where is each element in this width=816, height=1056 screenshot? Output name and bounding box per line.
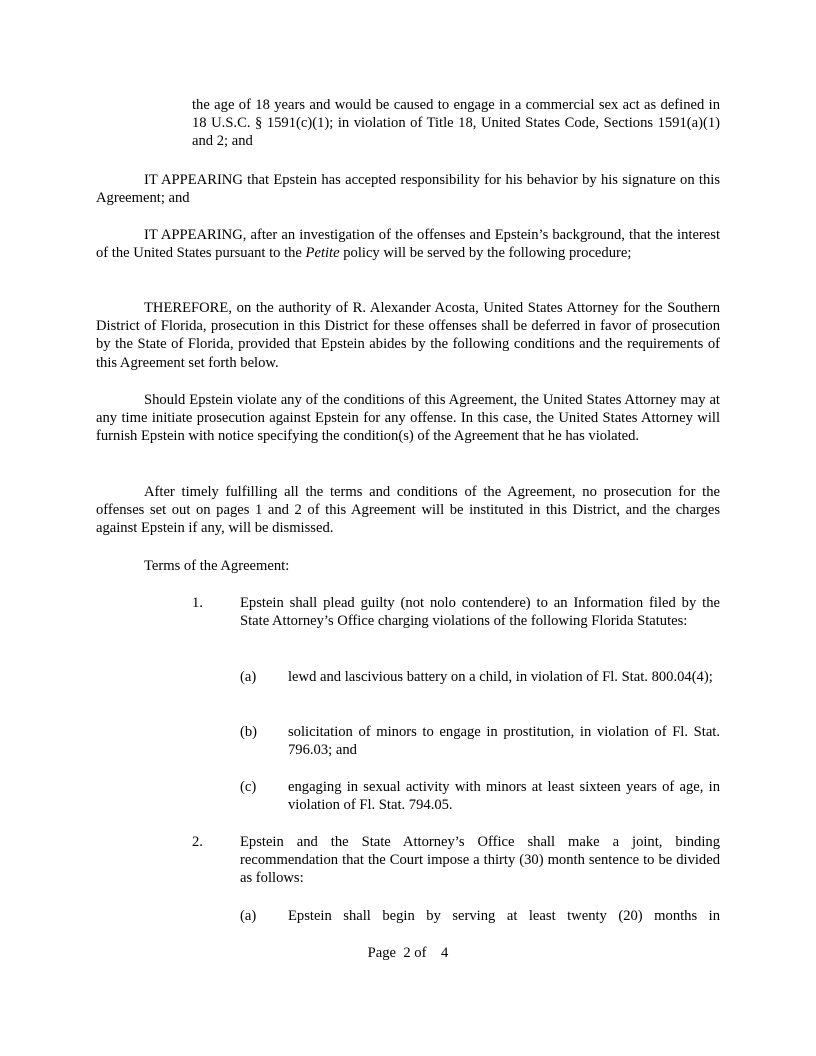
paragraph-therefore: THEREFORE, on the authority of R. Alexander Acosta, United States Attorney for the Southern District of Florida, prosecution in this District for these offenses shall be deferred in favor of prosecution by the State of Florida, provided that Epstein abides by the following conditions and the requirements of this Agreement set forth below. (96, 300, 720, 371)
term-number: 1. (192, 595, 203, 611)
subitem-text: engaging in sexual activity with minors at least sixteen years of age, in violation of Fl. Stat. 794.05. (288, 779, 720, 814)
subitem-text: solicitation of minors to engage in prostitution, in violation of Fl. Stat. 796.03; and (288, 724, 720, 759)
investigation-text-before: IT APPEARING, after an investigation of the offenses and Epstein’s background, that the interest of the United States pursuant to the (96, 227, 720, 262)
terms-heading: Terms of the Agreement: (144, 558, 290, 574)
paragraph-violation: Should Epstein violate any of the conditions of this Agreement, the United States Attorney may at any time initiate prosecution against Epstein for any offense. In this case, the United States Attorney will furnish Epstein with notice specifying the condition(s) of the Agreement that he has violated. (96, 392, 720, 445)
term-text: Epstein and the State Attorney’s Office shall make a joint, binding recommendation that the Court impose a thirty (30) month sentence to be divided as follows: (240, 834, 720, 887)
page-footer: Page 2 of 4 (367, 945, 449, 961)
subitem-text: lewd and lascivious battery on a child, in violation of Fl. Stat. 800.04(4); (288, 669, 713, 685)
continuation-paragraph: the age of 18 years and would be caused to engage in a commercial sex act as defined in 18 U.S.C. § 1591(c)(1); in violation of Title 18, United States Code, Sections 1591(a)(1) and 2; and (192, 97, 720, 150)
term-text: Epstein shall plead guilty (not nolo contendere) to an Information filed by the State Attorney’s Office charging violations of the following Florida Statutes: (240, 595, 720, 630)
subitem-label: (a) (240, 908, 257, 924)
subitem-label: (a) (240, 669, 257, 685)
paragraph-responsibility: IT APPEARING that Epstein has accepted responsibility for his behavior by his signature on this Agreement; and (96, 172, 720, 207)
subitem-text: Epstein shall begin by serving at least twenty (20) months in (288, 908, 720, 924)
term-number: 2. (192, 834, 203, 850)
subitem-label: (c) (240, 779, 257, 795)
paragraph-investigation (96, 226, 720, 262)
paragraph-fulfilling: After timely fulfilling all the terms and conditions of the Agreement, no prosecution for the offenses set out on pages 1 and 2 of this Agreement will be instituted in this District, and the charges against Epstein if any, will be dismissed. (96, 484, 720, 537)
petite-policy-italic: Petite (305, 245, 340, 262)
subitem-label: (b) (240, 724, 258, 740)
investigation-text-after: policy will be served by the following procedure; (339, 245, 632, 262)
